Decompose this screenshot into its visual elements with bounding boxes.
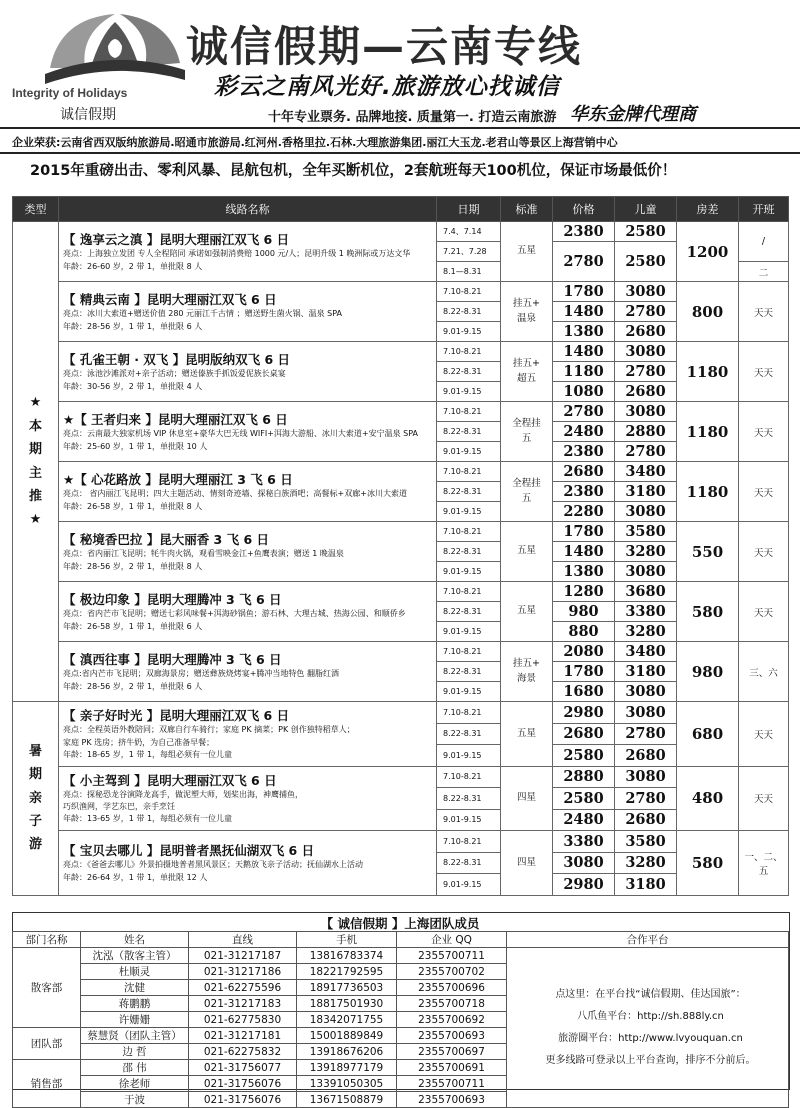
child-price-cell: 3080 bbox=[615, 562, 677, 582]
date-cell: 9.01-9.15 bbox=[437, 874, 501, 896]
date-cell: 9.01-9.15 bbox=[437, 322, 501, 342]
table-row bbox=[13, 402, 789, 422]
adult-price-cell: 2980 bbox=[553, 874, 615, 896]
member-mobile: 13816783374 bbox=[297, 948, 397, 964]
member-line: 021-31756076 bbox=[189, 1092, 297, 1108]
route-detail: 巧织渔网，学艺东巴，亲手烹饪 bbox=[63, 802, 175, 812]
member-name: 杜顺灵 bbox=[81, 964, 189, 980]
route-title: 【 滇西往事 】昆明大理腾冲 3 飞 6 日 bbox=[63, 652, 282, 668]
child-price-cell: 3480 bbox=[615, 462, 677, 482]
date-cell: 8.22-8.31 bbox=[437, 723, 501, 745]
child-price-cell: 3080 bbox=[615, 766, 677, 788]
col-header-child: 儿童 bbox=[615, 197, 677, 222]
child-price-cell: 3080 bbox=[615, 502, 677, 522]
route-cell bbox=[59, 282, 437, 342]
team-col-dept: 部门名称 bbox=[13, 932, 81, 948]
date-cell: 7.10-8.21 bbox=[437, 462, 501, 482]
route-detail: 亮点：省内丽江飞昆明；牦牛肉火锅，观看雪映金江+鱼鹰表演；赠送 1 晚温泉 bbox=[63, 549, 344, 559]
team-title: 【 诚信假期 】上海团队成员 bbox=[320, 916, 480, 931]
child-price-cell: 2780 bbox=[615, 302, 677, 322]
route-cell bbox=[59, 522, 437, 582]
date-cell: 9.01-9.15 bbox=[437, 562, 501, 582]
standard-cell: 四星 bbox=[501, 766, 553, 831]
route-detail: 亮点：探秘恐龙谷演降龙高手，做泥塑大师，划桨出海，神鹰捕鱼， bbox=[63, 789, 303, 799]
date-cell: 7.10-8.21 bbox=[437, 522, 501, 542]
child-price-cell: 3080 bbox=[615, 282, 677, 302]
dept-name: 销售部 bbox=[13, 1060, 81, 1108]
adult-price-cell: 2980 bbox=[553, 702, 615, 724]
room-diff-cell: 1180 bbox=[677, 462, 739, 522]
child-price-cell: 2780 bbox=[615, 788, 677, 810]
slogan: 彩云之南风光好.旅游放心找诚信 bbox=[214, 74, 560, 100]
schedule-cell: 天天 bbox=[739, 522, 789, 582]
team-table bbox=[12, 931, 789, 1108]
member-qq: 2355700693 bbox=[397, 1092, 507, 1108]
route-title: 【 宝贝去哪儿 】昆明普者黑抚仙湖双飞 6 日 bbox=[63, 843, 315, 859]
child-price-cell: 3480 bbox=[615, 642, 677, 662]
date-cell: 9.01-9.15 bbox=[437, 809, 501, 831]
date-cell: 7.10-8.21 bbox=[437, 402, 501, 422]
member-name: 于波 bbox=[81, 1092, 189, 1108]
date-cell: 8.22-8.31 bbox=[437, 788, 501, 810]
member-mobile: 18917736503 bbox=[297, 980, 397, 996]
member-mobile: 18342071755 bbox=[297, 1012, 397, 1028]
route-detail: 年龄：26-58 岁，1 带 1，单批限 6 人 bbox=[63, 621, 203, 631]
child-price-cell: 2880 bbox=[615, 422, 677, 442]
child-price-cell: 3580 bbox=[615, 522, 677, 542]
route-title: 【 精典云南 】昆明大理丽江双飞 6 日 bbox=[63, 292, 277, 308]
member-qq: 2355700702 bbox=[397, 964, 507, 980]
adult-price-cell: 1380 bbox=[553, 562, 615, 582]
room-diff-cell: 480 bbox=[677, 766, 739, 831]
child-price-cell: 3280 bbox=[615, 542, 677, 562]
col-header-route: 线路名称 bbox=[59, 197, 437, 222]
date-cell: 7.21、7.28 bbox=[437, 242, 501, 262]
date-cell: 8.22-8.31 bbox=[437, 422, 501, 442]
adult-price-cell: 1280 bbox=[553, 582, 615, 602]
brand-title: 诚信假期—云南专线 bbox=[186, 22, 583, 71]
date-cell: 7.4、7.14 bbox=[437, 222, 501, 242]
date-cell: 9.01-9.15 bbox=[437, 442, 501, 462]
table-row bbox=[13, 642, 789, 662]
table-row bbox=[13, 766, 789, 788]
child-price-cell: 3080 bbox=[615, 402, 677, 422]
route-title: ★【 心花路放 】昆明大理丽江 3 飞 6 日 bbox=[63, 472, 293, 488]
schedule-cell: 天天 bbox=[739, 402, 789, 462]
schedule-cell: 天天 bbox=[739, 766, 789, 831]
route-title: 【 秘境香巴拉 】昆大丽香 3 飞 6 日 bbox=[63, 532, 270, 548]
route-detail: 年龄：28-56 岁，1 带 1，单批限 6 人 bbox=[63, 321, 203, 331]
standard-cell: 五星 bbox=[501, 582, 553, 642]
route-detail: 亮点：省内芒市飞昆明；赠送七彩风味餐+洱海砂锅鱼；游石林、大理古城、热海公园、和顺侨乡 bbox=[63, 609, 406, 619]
team-col-name: 姓名 bbox=[81, 932, 189, 948]
member-mobile: 13671508879 bbox=[297, 1092, 397, 1108]
child-price-cell: 2680 bbox=[615, 382, 677, 402]
schedule-cell: 天天 bbox=[739, 342, 789, 402]
dept-name: 散客部 bbox=[13, 948, 81, 1028]
member-mobile: 13391050305 bbox=[297, 1076, 397, 1092]
member-line: 021-31217183 bbox=[189, 996, 297, 1012]
route-detail: 亮点：泳池沙滩派对+亲子活动；赠送傣族手抓饭爱伲族长桌宴 bbox=[63, 369, 286, 379]
table-row bbox=[13, 831, 789, 853]
adult-price-cell: 1480 bbox=[553, 302, 615, 322]
route-title: ★【 王者归来 】昆明大理丽江双飞 6 日 bbox=[63, 412, 288, 428]
child-price-cell: 3180 bbox=[615, 482, 677, 502]
child-price-cell: 3080 bbox=[615, 682, 677, 702]
child-price-cell: 2780 bbox=[615, 362, 677, 382]
child-price-cell: 3080 bbox=[615, 342, 677, 362]
date-cell: 7.10-8.21 bbox=[437, 582, 501, 602]
adult-price-cell: 1480 bbox=[553, 542, 615, 562]
adult-price-cell: 1080 bbox=[553, 382, 615, 402]
table-row bbox=[13, 702, 789, 724]
date-cell: 7.10-8.21 bbox=[437, 342, 501, 362]
member-qq: 2355700696 bbox=[397, 980, 507, 996]
room-diff-cell: 1200 bbox=[677, 222, 739, 282]
route-title: 【 逸享云之滇 】昆明大理丽江双飞 6 日 bbox=[63, 232, 290, 248]
schedule-cell: 二 bbox=[739, 262, 789, 282]
adult-price-cell: 1480 bbox=[553, 342, 615, 362]
member-qq: 2355700718 bbox=[397, 996, 507, 1012]
room-diff-cell: 800 bbox=[677, 282, 739, 342]
adult-price-cell: 2680 bbox=[553, 723, 615, 745]
team-col-qq: 企业 QQ bbox=[397, 932, 507, 948]
date-cell: 8.22-8.31 bbox=[437, 362, 501, 382]
member-name: 沈泓（散客主管） bbox=[81, 948, 189, 964]
table-row bbox=[13, 522, 789, 542]
member-line: 021-62275832 bbox=[189, 1044, 297, 1060]
col-header-room-diff: 房差 bbox=[677, 197, 739, 222]
member-mobile: 13918977179 bbox=[297, 1060, 397, 1076]
standard-cell: 全程挂 五 bbox=[501, 462, 553, 522]
date-cell: 7.10-8.21 bbox=[437, 702, 501, 724]
platform-cell bbox=[507, 948, 789, 1108]
date-cell: 7.10-8.21 bbox=[437, 282, 501, 302]
schedule-cell: 一、二、 五 bbox=[739, 831, 789, 896]
standard-cell: 挂五+ 海景 bbox=[501, 642, 553, 702]
route-cell bbox=[59, 702, 437, 767]
child-price-cell: 3180 bbox=[615, 874, 677, 896]
date-cell: 9.01-9.15 bbox=[437, 502, 501, 522]
member-line: 021-31756077 bbox=[189, 1060, 297, 1076]
adult-price-cell: 980 bbox=[553, 602, 615, 622]
room-diff-cell: 1180 bbox=[677, 342, 739, 402]
member-name: 边 哲 bbox=[81, 1044, 189, 1060]
route-title: 【 小主驾到 】昆明大理丽江双飞 6 日 bbox=[63, 772, 277, 788]
route-detail: 亮点：云南最大独家机场 VIP 休息室+豪华大巴无线 WIFI+洱海大游船、冰川大索道+安宁温泉 SPA bbox=[63, 429, 419, 439]
route-cell bbox=[59, 582, 437, 642]
team-col-mobile: 手机 bbox=[297, 932, 397, 948]
member-name: 许姗姗 bbox=[81, 1012, 189, 1028]
adult-price-cell: 880 bbox=[553, 622, 615, 642]
table-row bbox=[13, 462, 789, 482]
standard-cell: 四星 bbox=[501, 831, 553, 896]
member-mobile: 13918676206 bbox=[297, 1044, 397, 1060]
child-price-cell: 3280 bbox=[615, 622, 677, 642]
route-cell bbox=[59, 642, 437, 702]
room-diff-cell: 1180 bbox=[677, 402, 739, 462]
route-cell bbox=[59, 222, 437, 282]
route-title: 【 孔雀王朝 · 双飞 】昆明版纳双飞 6 日 bbox=[63, 352, 291, 368]
route-cell bbox=[59, 402, 437, 462]
adult-price-cell: 2580 bbox=[553, 745, 615, 767]
adult-price-cell: 2480 bbox=[553, 422, 615, 442]
schedule-cell: 三、六 bbox=[739, 642, 789, 702]
standard-cell: 五星 bbox=[501, 702, 553, 767]
child-price-cell: 2680 bbox=[615, 809, 677, 831]
member-name: 徐老师 bbox=[81, 1076, 189, 1092]
route-detail: 亮点： 省内丽江飞昆明；四大主题活动、情刻奇迹墙、探秘白族酒吧；高餐标+双廊+冰川大索道 bbox=[63, 489, 407, 499]
schedule-cell: 天天 bbox=[739, 282, 789, 342]
category-cell: ★ 本 期 主 推 ★ bbox=[13, 222, 59, 702]
member-qq: 2355700693 bbox=[397, 1028, 507, 1044]
adult-price-cell: 2080 bbox=[553, 642, 615, 662]
member-name: 邵 伟 bbox=[81, 1060, 189, 1076]
child-price-cell: 3680 bbox=[615, 582, 677, 602]
member-qq: 2355700711 bbox=[397, 948, 507, 964]
adult-price-cell: 2580 bbox=[553, 788, 615, 810]
member-line: 021-31217186 bbox=[189, 964, 297, 980]
promo-banner: 2015年重磅出击、零利风暴、昆航包机，全年买断机位，2套航班每天100机位，保证市场最低价！ bbox=[30, 163, 677, 179]
route-cell bbox=[59, 831, 437, 896]
child-price-cell: 2580 bbox=[615, 222, 677, 242]
dept-name: 团队部 bbox=[13, 1028, 81, 1060]
child-price-cell: 2580 bbox=[615, 242, 677, 282]
schedule-cell: 天天 bbox=[739, 462, 789, 522]
member-line: 021-31217187 bbox=[189, 948, 297, 964]
team-header-row bbox=[13, 932, 789, 948]
col-header-price: 价格 bbox=[553, 197, 615, 222]
route-detail: 亮点：《爸爸去哪儿》外景拍摄地普者黑风景区；天鹅放飞亲子活动；抚仙湖水上活动 bbox=[63, 860, 363, 870]
route-detail: 年龄：26-64 岁，1 带 1，单批限 12 人 bbox=[63, 872, 208, 882]
divider bbox=[0, 152, 800, 154]
route-detail: 年龄：30-56 岁，2 带 1，单批限 4 人 bbox=[63, 381, 203, 391]
room-diff-cell: 980 bbox=[677, 642, 739, 702]
room-diff-cell: 580 bbox=[677, 831, 739, 896]
standard-cell: 五星 bbox=[501, 522, 553, 582]
route-detail: 年龄：26-58 岁，1 带 1，单批限 8 人 bbox=[63, 501, 203, 511]
adult-price-cell: 3380 bbox=[553, 831, 615, 853]
route-detail: 年龄：26-60 岁，2 带 1，单批限 8 人 bbox=[63, 261, 203, 271]
col-header-schedule: 开班 bbox=[739, 197, 789, 222]
adult-price-cell: 2880 bbox=[553, 766, 615, 788]
standard-cell: 全程挂 五 bbox=[501, 402, 553, 462]
adult-price-cell: 1180 bbox=[553, 362, 615, 382]
date-cell: 8.1—8.31 bbox=[437, 262, 501, 282]
date-cell: 8.22-8.31 bbox=[437, 602, 501, 622]
date-cell: 9.01-9.15 bbox=[437, 745, 501, 767]
category-cell: 暑 期 亲 子 游 bbox=[13, 702, 59, 896]
adult-price-cell: 2380 bbox=[553, 482, 615, 502]
route-detail: 年龄：13-65 岁，1 带 1，每组必须有一位儿童 bbox=[63, 814, 233, 824]
child-price-cell: 2780 bbox=[615, 442, 677, 462]
route-detail: 年龄：28-56 岁，2 带 1，单批限 6 人 bbox=[63, 681, 203, 691]
table-row bbox=[13, 342, 789, 362]
member-mobile: 15001889849 bbox=[297, 1028, 397, 1044]
adult-price-cell: 2280 bbox=[553, 502, 615, 522]
member-mobile: 18221792595 bbox=[297, 964, 397, 980]
route-detail: 亮点:省内芒市飞昆明；双廊海景房；赠送彝族烧烤宴+腾冲当地特色 翻脂红酒 bbox=[63, 669, 339, 679]
adult-price-cell: 2780 bbox=[553, 402, 615, 422]
child-price-cell: 3080 bbox=[615, 702, 677, 724]
standard-cell: 挂五+ 温泉 bbox=[501, 282, 553, 342]
col-header-standard: 标准 bbox=[501, 197, 553, 222]
member-qq: 2355700711 bbox=[397, 1076, 507, 1092]
adult-price-cell: 1780 bbox=[553, 662, 615, 682]
adult-price-cell: 2680 bbox=[553, 462, 615, 482]
route-title: 【 亲子好时光 】昆明大理丽江双飞 6 日 bbox=[63, 708, 290, 724]
route-detail: 亮点：全程英语外教陪同；双廊自行车骑行；家庭 PK 摘菜；PK 创作独特稻草人； bbox=[63, 725, 355, 735]
member-qq: 2355700697 bbox=[397, 1044, 507, 1060]
child-price-cell: 2780 bbox=[615, 723, 677, 745]
platform-link-bayu[interactable]: 八爪鱼平台：http://sh.888ly.cn bbox=[577, 1010, 724, 1022]
platform-link-lvyou[interactable]: 旅游圈平台：http://www.lvyouquan.cn bbox=[558, 1032, 743, 1044]
table-row bbox=[13, 582, 789, 602]
date-cell: 9.01-9.15 bbox=[437, 682, 501, 702]
table-header-row bbox=[13, 197, 789, 222]
route-detail: 年龄：25-60 岁，1 带 1，单批限 10 人 bbox=[63, 441, 208, 451]
sub-slogan: 十年专业票务. 品牌地接. 质量第一. 打造云南旅游 bbox=[268, 110, 557, 125]
child-price-cell: 3580 bbox=[615, 831, 677, 853]
date-cell: 8.22-8.31 bbox=[437, 852, 501, 874]
schedule-cell: / bbox=[739, 222, 789, 262]
adult-price-cell: 1380 bbox=[553, 322, 615, 342]
schedule-cell: 天天 bbox=[739, 582, 789, 642]
member-line: 021-62775830 bbox=[189, 1012, 297, 1028]
room-diff-cell: 550 bbox=[677, 522, 739, 582]
col-header-date: 日期 bbox=[437, 197, 501, 222]
route-table bbox=[12, 196, 789, 896]
date-cell: 9.01-9.15 bbox=[437, 622, 501, 642]
child-price-cell: 3280 bbox=[615, 852, 677, 874]
route-detail: 亮点：冰川大索道+赠送价值 280 元丽江千古情 ；赠送野生菌火锅、温泉 SPA bbox=[63, 309, 343, 319]
honors-line: 企业荣获:云南省西双版纳旅游局.昭通市旅游局.红河州.香格里拉.石林.大理旅游集团.丽江大玉龙.老君山等景区上海营销中心 bbox=[12, 136, 618, 149]
logo-english: Integrity of Holidays bbox=[12, 86, 128, 100]
date-cell: 8.22-8.31 bbox=[437, 662, 501, 682]
member-name: 蒋鹏鹏 bbox=[81, 996, 189, 1012]
route-detail: 年龄：18-65 岁，1 带 1，每组必须有一位儿童 bbox=[63, 749, 233, 759]
route-cell bbox=[59, 766, 437, 831]
member-line: 021-31756076 bbox=[189, 1076, 297, 1092]
member-line: 021-31217181 bbox=[189, 1028, 297, 1044]
schedule-cell: 天天 bbox=[739, 702, 789, 767]
adult-price-cell: 2480 bbox=[553, 809, 615, 831]
room-diff-cell: 680 bbox=[677, 702, 739, 767]
child-price-cell: 3180 bbox=[615, 662, 677, 682]
room-diff-cell: 580 bbox=[677, 582, 739, 642]
table-row bbox=[13, 282, 789, 302]
member-qq: 2355700691 bbox=[397, 1060, 507, 1076]
route-detail: 年龄：28-56 岁，2 带 1，单批限 8 人 bbox=[63, 561, 203, 571]
adult-price-cell: 3080 bbox=[553, 852, 615, 874]
date-cell: 7.10-8.21 bbox=[437, 766, 501, 788]
adult-price-cell: 1780 bbox=[553, 522, 615, 542]
child-price-cell: 2680 bbox=[615, 745, 677, 767]
route-detail: 家庭 PK 选房；挤牛奶，为自己准备早餐； bbox=[63, 737, 215, 747]
member-line: 021-62275596 bbox=[189, 980, 297, 996]
route-detail: 亮点：上海独立发团 专人全程陪同 承诺如强制消费赔 1000 元/人；昆明升级 1 晚洲际或万达文华 bbox=[63, 249, 411, 259]
logo-chinese: 诚信假期 bbox=[60, 107, 116, 123]
date-cell: 9.01-9.15 bbox=[437, 382, 501, 402]
date-cell: 7.10-8.21 bbox=[437, 642, 501, 662]
date-cell: 7.10-8.21 bbox=[437, 831, 501, 853]
member-mobile: 18817501930 bbox=[297, 996, 397, 1012]
child-price-cell: 3380 bbox=[615, 602, 677, 622]
route-cell bbox=[59, 462, 437, 522]
platform-intro: 点这里：在平台找“诚信假期、佳达国旅”： bbox=[555, 988, 746, 1000]
child-price-cell: 2680 bbox=[615, 322, 677, 342]
adult-price-cell: 2380 bbox=[553, 222, 615, 242]
gold-agent-badge: 华东金牌代理商 bbox=[570, 104, 696, 125]
route-title: 【 极边印象 】昆明大理腾冲 3 飞 6 日 bbox=[63, 592, 282, 608]
member-name: 沈健 bbox=[81, 980, 189, 996]
member-name: 蔡慧贤（团队主管） bbox=[81, 1028, 189, 1044]
divider bbox=[0, 127, 800, 129]
date-cell: 8.22-8.31 bbox=[437, 542, 501, 562]
col-header-type: 类型 bbox=[13, 197, 59, 222]
team-col-platform: 合作平台 bbox=[507, 932, 789, 948]
platform-note: 更多线路可登录以上平台查询，排序不分前后。 bbox=[545, 1054, 756, 1066]
date-cell: 8.22-8.31 bbox=[437, 302, 501, 322]
table-row bbox=[13, 222, 789, 242]
member-qq: 2355700692 bbox=[397, 1012, 507, 1028]
standard-cell: 挂五+ 超五 bbox=[501, 342, 553, 402]
adult-price-cell: 2380 bbox=[553, 442, 615, 462]
adult-price-cell: 2780 bbox=[553, 242, 615, 282]
team-col-line: 直线 bbox=[189, 932, 297, 948]
standard-cell: 五星 bbox=[501, 222, 553, 282]
team-row bbox=[13, 948, 789, 964]
route-cell bbox=[59, 342, 437, 402]
adult-price-cell: 1680 bbox=[553, 682, 615, 702]
date-cell: 8.22-8.31 bbox=[437, 482, 501, 502]
adult-price-cell: 1780 bbox=[553, 282, 615, 302]
